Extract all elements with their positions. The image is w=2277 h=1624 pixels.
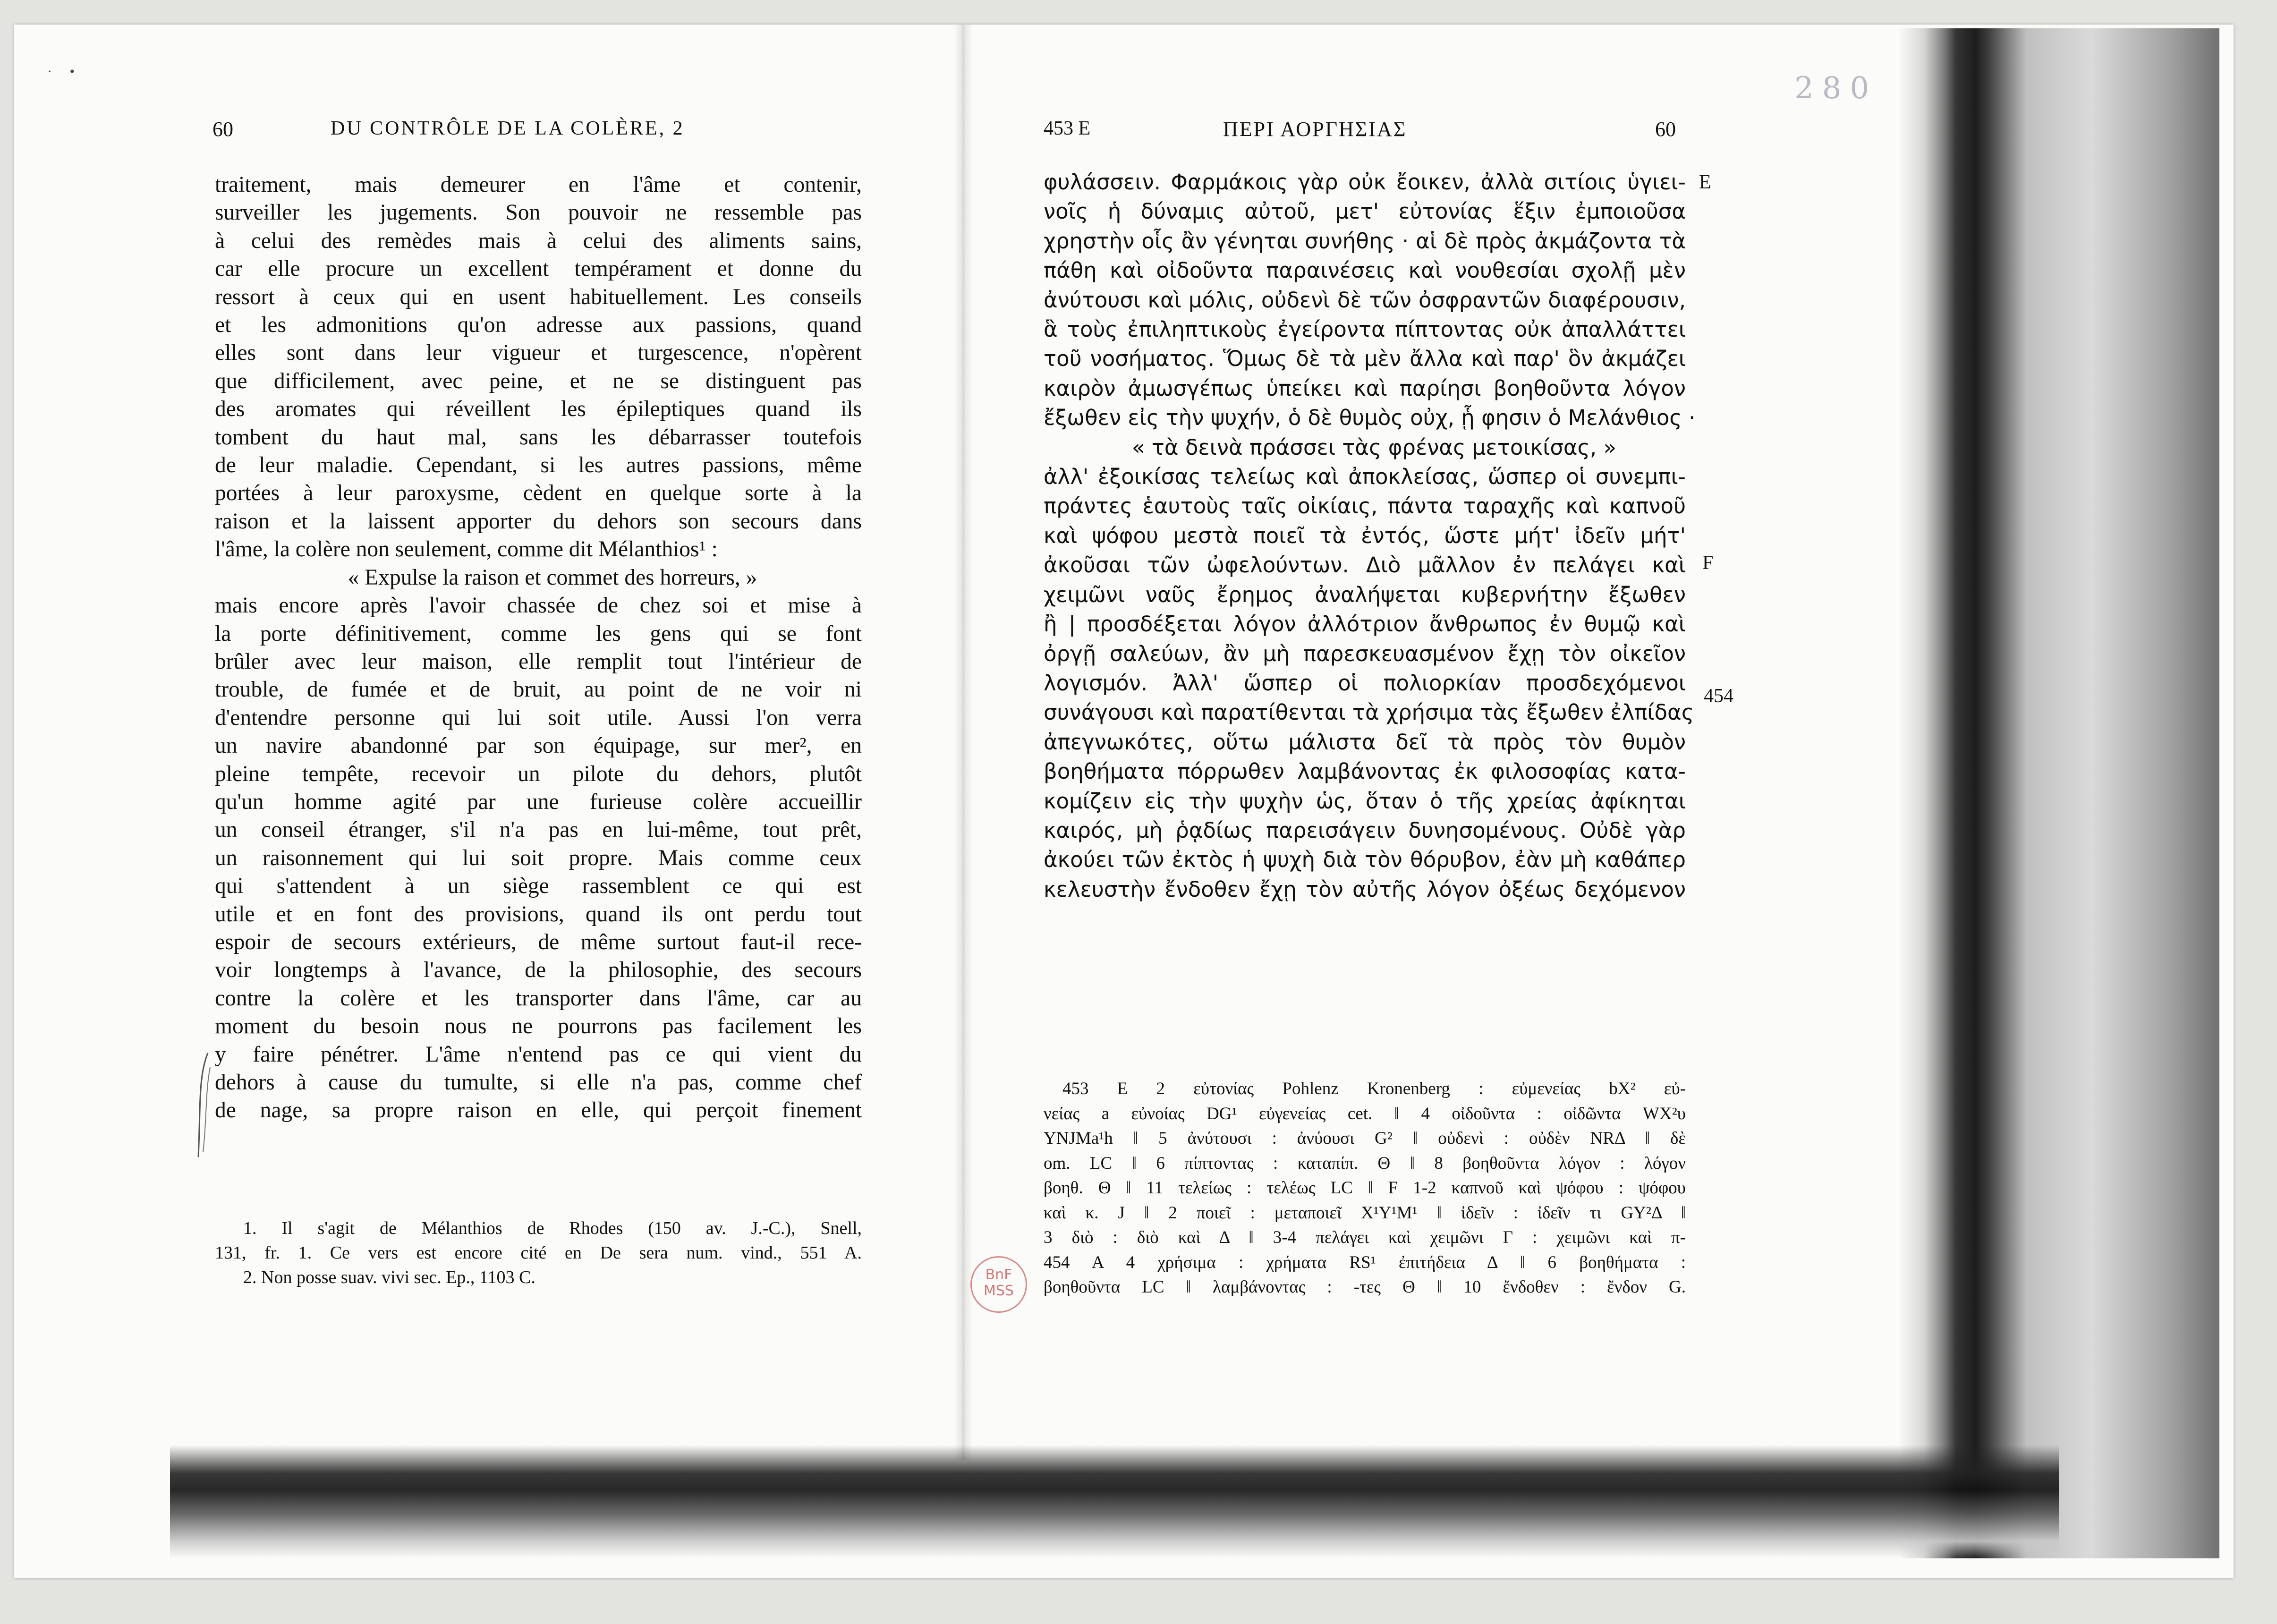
text-line: ἃ τοὺς ἐπιληπτικοὺς ἐγείροντα πίπτοντας οὐκ ἀπαλλάττει <box>1044 317 1686 342</box>
text-line: τοῦ νοσήματος. Ὅμως δὲ τὰ μὲν ἄλλα καὶ παρ' ὃν ἀκμάζει <box>1044 346 1686 372</box>
text-line: ἀλλ' ἐξοικίσας τελείως καὶ ἀποκλείσας, ὥσπερ οἱ συνεμπι- <box>1044 464 1686 490</box>
text-line: χρηστὴν οἷς ἂν γένηται συνήθης · αἱ δὲ πρὸς ἀκμάζοντα τὰ <box>1044 228 1686 254</box>
apparatus-line: YNJMa¹h ‖ 5 ἀνύτουσι : ἀνύουσι G² ‖ οὐδενὶ : οὐδὲν NRΔ ‖ δὲ <box>1044 1129 1686 1148</box>
text-line: ἀπεγνωκότες, οὕτω μάλιστα δεῖ τὰ πρὸς τὸν θυμὸν <box>1044 729 1686 755</box>
footnotes <box>215 1216 862 1290</box>
right-running-title: ΠΕΡΙ ΑΟΡΓΗΣΙΑΣ <box>1223 118 1407 141</box>
text-line: κελευστὴν ἔνδοθεν ἔχῃ τὸν αὐτῆς λόγον ὀξέως δεχόμενον <box>1044 876 1686 902</box>
text-line: de nage, sa propre raison en elle, qui perçoit finement <box>215 1098 862 1123</box>
apparatus-line: 453 E 2 εὐτονίας Pohlenz Kronenberg : εὐμενείας bX² εὐ- <box>1062 1079 1686 1098</box>
text-line: à celui des remèdes mais à celui des aliments sains, <box>215 228 862 253</box>
text-line: ἢ | προσδέξεται λόγον ἀλλότριον ἄνθρωπος ἐν θυμῷ καὶ <box>1044 612 1686 637</box>
text-line: ἀκοῦσαι τῶν ὠφελούντων. Διὸ μᾶλλον ἐν πελάγει καὶ <box>1044 553 1686 578</box>
greek-text <box>1044 168 1696 904</box>
text-line: un raisonnement qui lui soit propre. Mais comme ceux <box>215 845 862 870</box>
footnote-line: 131, fr. 1. Ce vers est encore cité en De sera num. vind., 551 A. <box>215 1243 862 1263</box>
apparatus-line: 454 A 4 χρήσιμα : χρήματα RS¹ ἐπιτήδεια Δ ‖ 6 βοηθήματα : <box>1044 1252 1686 1272</box>
text-line: raison et la laissent apporter du dehors son secours dans <box>215 509 862 534</box>
text-line: utile et en font des provisions, quand ils ont perdu tout <box>215 901 862 927</box>
text-line: βοηθήματα πόρρωθεν λαμβάνοντας ἐκ φιλοσοφίας κατα- <box>1044 759 1686 784</box>
text-line: brûler avec leur maison, elle remplit tout l'intérieur de <box>215 649 862 674</box>
copy-shadow-right <box>1898 28 2219 1558</box>
text-line: portées à leur paroxysme, cèdent en quelque sorte à la <box>215 481 862 506</box>
text-line: de leur maladie. Cependant, si les autres passions, même <box>215 453 862 478</box>
text-line: νοῖς ἡ δύναμις αὐτοῦ, μετ' εὐτονίας ἕξιν ἐμποιοῦσα <box>1044 199 1686 224</box>
text-line: y faire pénétrer. L'âme n'entend pas ce qui vient du <box>215 1042 862 1067</box>
text-line: car elle procure un excellent tempérament et donne du <box>215 256 862 281</box>
stamp-line-1: BnF <box>985 1267 1012 1283</box>
text-line: l'âme, la colère non seulement, comme dit Mélanthios¹ : <box>215 537 718 562</box>
right-page-number: 60 <box>1655 118 1676 141</box>
margin-marker-e: E <box>1699 171 1711 193</box>
text-line: qui s'attendent à un siège rassemblent ce qui est <box>215 874 862 899</box>
text-line: ressort à ceux qui en usent habituellement. Les conseils <box>215 284 862 309</box>
text-line: dehors à cause du tumulte, si elle n'a pas, comme chef <box>215 1070 862 1095</box>
text-line: voir longtemps à l'avance, de la philosophie, des secours <box>215 958 862 983</box>
text-line: un navire abandonné par son équipage, sur mer², en <box>215 733 862 758</box>
french-translation <box>215 171 862 1125</box>
text-line: qu'un homme agité par une furieuse colère accueillir <box>215 789 862 814</box>
text-line: χειμῶνι ναῦς ἔρημος ἀναλήψεται κυβερνήτην ἔξωθεν <box>1044 582 1686 607</box>
text-line: καὶ ψόφου μεστὰ ποιεῖ τὰ ἐντός, ὥστε μήτ' ἰδεῖν μήτ' <box>1044 523 1686 548</box>
stamp-line-2: MSS <box>984 1283 1014 1299</box>
book-gutter <box>954 25 973 1460</box>
text-line: mais encore après l'avoir chassée de chez soi et mise à <box>215 593 862 618</box>
text-line: surveiller les jugements. Son pouvoir ne ressemble pas <box>215 200 862 225</box>
text-line: καιρός, μὴ ῥᾳδίως παρεισάγειν δυνησομένους. Οὐδὲ γὰρ <box>1044 817 1686 843</box>
text-line: πάθη καὶ οἰδοῦντα παραινέσεις καὶ νουθεσίαι σχολῇ μὲν <box>1044 258 1686 283</box>
margin-marker-f: F <box>1702 552 1714 574</box>
library-stamp <box>970 1256 1027 1313</box>
text-line: espoir de secours extérieurs, de même surtout faut-il rece- <box>215 929 862 954</box>
left-page-number: 60 <box>212 118 233 141</box>
text-line: trouble, de fumée et de bruit, au point de ne voir ni <box>215 677 862 702</box>
text-line: καιρὸν ἀμωσγέπως ὑπείκει καὶ παρίησι βοηθοῦντα λόγον <box>1044 375 1686 401</box>
apparatus-line: βοηθοῦντα LC ‖ λαμβάνοντας : -τες Θ ‖ 10 ἔνδοθεν : ἔνδον G. <box>1044 1277 1686 1297</box>
text-line: un conseil étranger, s'il n'a pas en lui-même, tout prêt, <box>215 817 862 842</box>
text-line: la porte définitivement, comme les gens qui se font <box>215 621 862 646</box>
apparatus-line: om. LC ‖ 6 πίπτοντας : καταπίπ. Θ ‖ 8 βοηθοῦντα λόγον : λόγον <box>1044 1153 1686 1173</box>
text-line: κομίζειν εἰς τὴν ψυχὴν ὡς, ὅταν ὁ τῆς χρείας ἀφίκηται <box>1044 788 1686 814</box>
apparatus-line: καὶ κ. J ‖ 2 ποιεῖ : μεταποιεῖ X¹Y¹M¹ ‖ ἰδεῖν : ἰδεῖν τι GY²Δ ‖ <box>1044 1203 1686 1223</box>
pencil-mark <box>189 1048 217 1162</box>
text-line: λογισμόν. Ἀλλ' ὥσπερ οἱ πολιορκίαν προσδεχόμενοι <box>1044 670 1686 696</box>
apparatus-line: βοηθ. Θ ‖ 11 τελείως : τελέως LC ‖ F 1-2 καπνοῦ καὶ ψόφου : ψόφου <box>1044 1178 1686 1198</box>
margin-marker-454: 454 <box>1704 685 1733 707</box>
footnote-line: 1. Il s'agit de Mélanthios de Rhodes (150 av. J.-C.), Snell, <box>243 1218 862 1238</box>
text-line: et les admonitions qu'on adresse aux passions, quand <box>215 313 862 338</box>
footnote-line: 2. Non posse suav. vivi sec. Ep., 1103 C. <box>243 1267 535 1287</box>
text-line: φυλάσσειν. Φαρμάκοις γὰρ οὐκ ἔοικεν, ἀλλὰ σιτίοις ὑγιει- <box>1044 170 1686 195</box>
text-line: des aromates qui réveillent les épileptiques quand ils <box>215 397 862 422</box>
text-line: ὀργῇ σαλεύων, ἂν μὴ παρεσκευασμένον ἔχῃ τὸν οἰκεῖον <box>1044 641 1686 666</box>
text-line: contre la colère et les transporter dans l'âme, car au <box>215 986 862 1011</box>
text-line: tombent du haut mal, sans les débarrasser toutefois <box>215 425 862 450</box>
text-line: « τὰ δεινὰ πράσσει τὰς φρένας μετοικίσας, » <box>1131 434 1617 460</box>
text-line: συνάγουσι καὶ παρατίθενται τὰ χρήσιμα τὰς ἔξωθεν ἐλπίδας <box>1044 700 1694 725</box>
archive-number: 280 <box>1794 71 1878 106</box>
margin-specks: · • <box>47 64 75 79</box>
apparatus-line: νείας a εὐνοίας DG¹ εὐγενείας cet. ‖ 4 οἰδοῦντα : οἰδῶντα WX²υ <box>1044 1104 1686 1123</box>
right-page-ref: 453 E <box>1044 118 1091 139</box>
apparatus-line: 3 διὸ : διὸ καὶ Δ ‖ 3-4 πελάγει καὶ χειμῶνι Γ : χειμῶνι καὶ π- <box>1044 1228 1686 1247</box>
text-line: pleine tempête, recevoir un pilote du dehors, plutôt <box>215 761 862 786</box>
text-line: ἀνύτουσι καὶ μόλις, οὐδενὶ δὲ τῶν ὀσφραντῶν διαφέρουσιν, <box>1044 287 1686 313</box>
text-line: πράντες ἑαυτοὺς ταῖς οἰκίαις, πάντα ταραχῆς καὶ καπνοῦ <box>1044 493 1686 519</box>
copy-shadow-bottom <box>170 1445 2059 1558</box>
text-line: que difficilement, avec peine, et ne se distinguent pas <box>215 368 862 393</box>
text-line: ἀκούει τῶν ἐκτὸς ἡ ψυχὴ διὰ τὸν θόρυβον, ἐὰν μὴ καθάπερ <box>1044 847 1686 873</box>
text-line: ἔξωθεν εἰς τὴν ψυχήν, ὁ δὲ θυμὸς οὐχ, ᾗ φησιν ὁ Μελάνθιος · <box>1044 405 1696 431</box>
left-running-title: DU CONTRÔLE DE LA COLÈRE, 2 <box>331 118 685 139</box>
text-line: d'entendre personne qui lui soit utile. Aussi l'on verra <box>215 705 862 730</box>
text-line: moment du besoin nous ne pourrons pas facilement les <box>215 1014 862 1039</box>
text-line: traitement, mais demeurer en l'âme et contenir, <box>215 172 862 197</box>
critical-apparatus <box>1044 1077 1686 1300</box>
text-line: elles sont dans leur vigueur et turgescence, n'opèrent <box>215 340 862 366</box>
text-line: « Expulse la raison et commet des horreurs, » <box>348 565 757 590</box>
